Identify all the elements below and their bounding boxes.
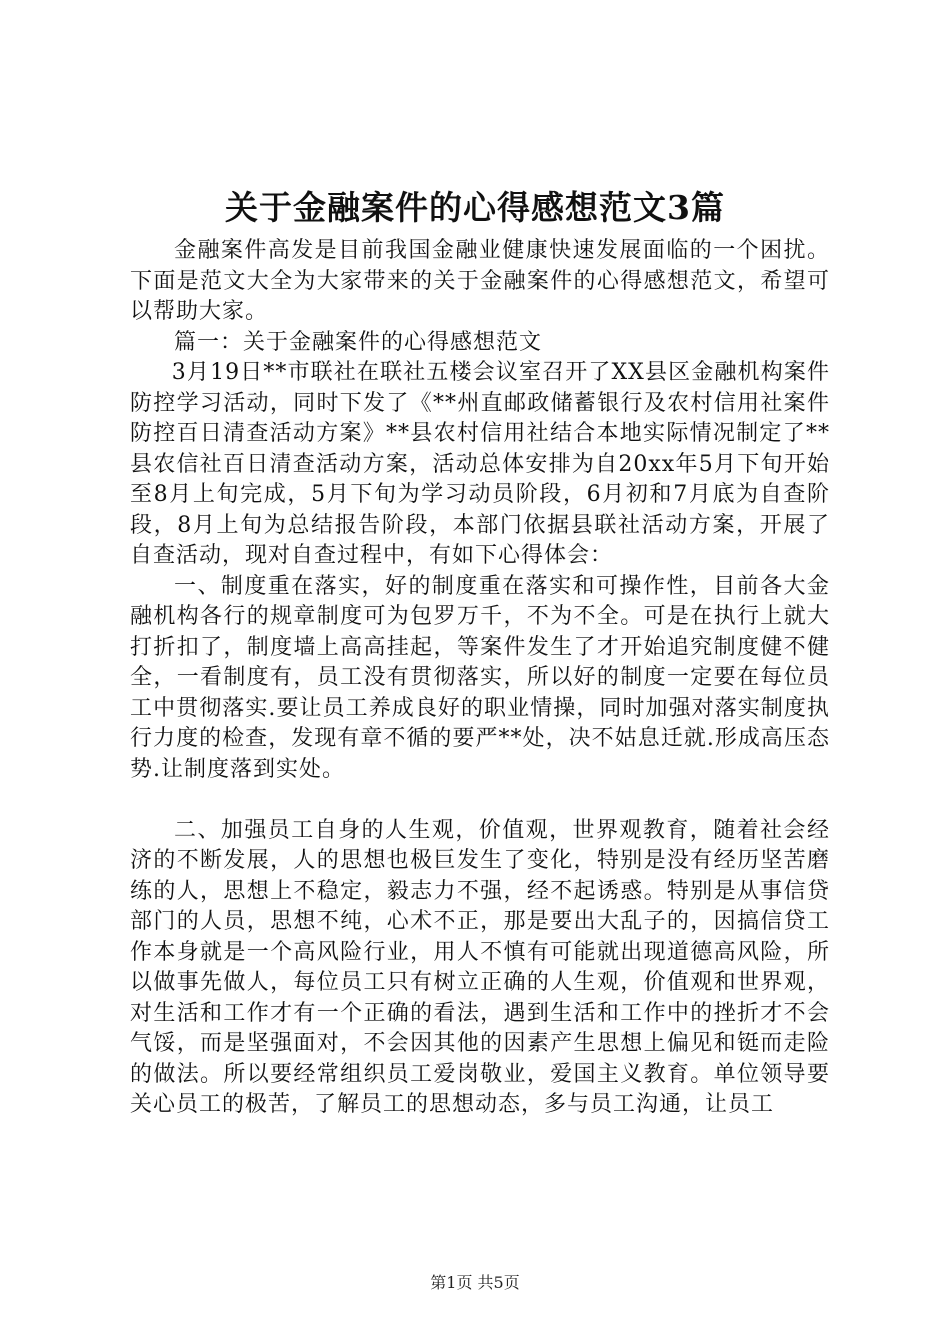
- body-paragraph: 3月19日**市联社在联社五楼会议室召开了XX县区金融机构案件防控学习活动，同时下发了《**州直邮政储蓄银行及农村信用社案件防控百日清查活动方案》**县农村信用社结合本地实际情况制定了**县农信社百日清查活动方案，活动总体安排为自20xx年5月下旬开始至8月上旬完成，5月下旬为学习动员阶段，6月初和7月底为自查阶段，8月上旬为总结报告阶段，本部门依据县联社活动方案，开展了自查活动，现对自查过程中，有如下心得体会：: [130, 360, 830, 568]
- document-body: [130, 236, 830, 1121]
- body-paragraph: 一、制度重在落实，好的制度重在落实和可操作性，目前各大金融机构各行的规章制度可为包罗万千，不为不全。可是在执行上就大打折扣了，制度墙上高高挂起，等案件发生了才开始追究制度健不健全，一看制度有，员工没有贯彻落实，所以好的制度一定要在每位员工中贯彻落实.要让员工养成良好的职业情操，同时加强对落实制度执行力度的检查，发现有章不循的要严**处，决不姑息迁就.形成高压态势.让制度落到实处。: [130, 573, 830, 782]
- document-title: 关于金融案件的心得感想范文3篇: [225, 188, 725, 227]
- section-heading: 篇一：关于金融案件的心得感想范文: [174, 329, 543, 355]
- page-footer: 第1页 共5页: [430, 1273, 520, 1292]
- body-paragraph: 二、加强员工自身的人生观，价值观，世界观教育，随着社会经济的不断发展，人的思想也极巨发生了变化，特别是没有经历坚苦磨练的人，思想上不稳定，毅志力不强，经不起诱惑。特别是从事信贷部门的人员，思想不纯，心术不正，那是要出大乱子的，因搞信贷工作本身就是一个高风险行业，用人不慎有可能就出现道德高风险，所以做事先做人，每位员工只有树立正确的人生观，价值观和世界观，对生活和工作才有一个正确的看法，遇到生活和工作中的挫折才不会气馁，而是坚强面对，不会因其他的因素产生思想上偏见和铤而走险的做法。所以要经常组织员工爱岗敬业，爱国主义教育。单位领导要关心员工的极苦，了解员工的思想动态，多与员工沟通，让员工: [130, 817, 830, 1117]
- intro-paragraph: 金融案件高发是目前我国金融业健康快速发展面临的一个困扰。下面是范文大全为大家带来的关于金融案件的心得感想范文，希望可以帮助大家。: [130, 238, 830, 324]
